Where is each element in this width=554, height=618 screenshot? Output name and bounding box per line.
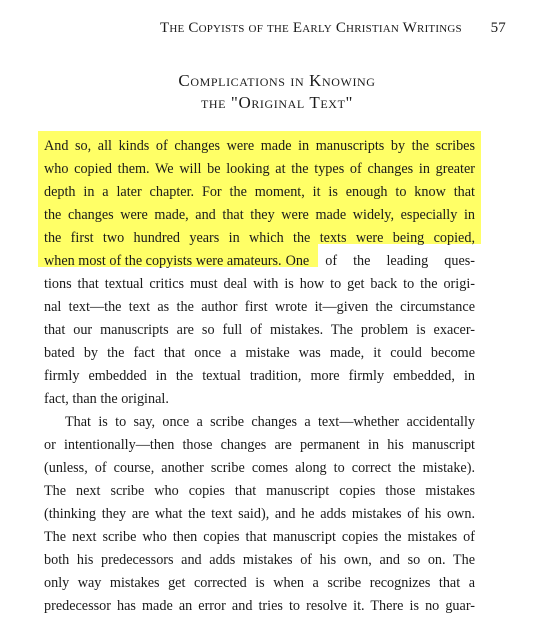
section-heading-line-1: Complications in Knowing [178, 71, 376, 90]
body-text [44, 135, 475, 618]
text-line: The next scribe who copies that manuscript copies those mistakes [44, 483, 475, 499]
paragraph-2 [44, 411, 475, 618]
text-line: bated by the fact that once a mistake was made, it could become [44, 345, 475, 361]
text-line: that our manuscripts are so full of mistakes. The problem is exacer- [44, 322, 475, 338]
running-head [160, 20, 506, 40]
text-line: the first two hundred years in which the texts were being copied, [44, 230, 475, 246]
text-line: The next scribe who then copies that manuscript copies the mistakes of [44, 529, 475, 545]
text-line: the changes were made, and that they were made widely, especially in [44, 207, 475, 223]
text-line: depth in a later chapter. For the moment, it is enough to know that [44, 184, 475, 200]
highlighted-sentence-end: when most of the copyists were amateurs. [44, 253, 282, 269]
text-line: (unless, of course, another scribe comes along to correct the mistake). [44, 460, 475, 476]
running-head-title: The Copyists of the Early Christian Writings [160, 20, 462, 36]
text-line: predecessor has made an error and tries to resolve it. There is no guar- [44, 598, 475, 614]
section-heading [0, 70, 554, 114]
text-line: That is to say, once a scribe changes a text—whether accidentally [65, 414, 475, 430]
text-line: nal text—the text as the author first wrote it—given the circumstance [44, 299, 475, 315]
page-number: 57 [490, 20, 506, 36]
text-line: And so, all kinds of changes were made in manuscripts by the scribes [44, 138, 475, 154]
text-line: or intentionally—then those changes are permanent in his manuscript [44, 437, 475, 453]
text-line: only way mistakes get corrected is when a scribe recognizes that a [44, 575, 475, 591]
text-line: (thinking they are what the text said), and he adds mistakes of his own. [44, 506, 475, 522]
text-line: firmly embedded in the textual tradition, more firmly embedded, in [44, 368, 475, 384]
paragraph-1 [44, 135, 475, 411]
text-line [44, 250, 475, 273]
text-line: tions that textual critics must deal with is how to get back to the origi- [44, 276, 475, 292]
text-line: both his predecessors and adds mistakes of his own, and so on. The [44, 552, 475, 568]
text-line: who copied them. We will be looking at the types of changes in greater [44, 161, 475, 177]
unhighlighted-text: One of the leading ques- [285, 253, 475, 269]
text-line: fact, than the original. [44, 391, 169, 407]
section-heading-line-2: the "Original Text" [200, 93, 354, 112]
